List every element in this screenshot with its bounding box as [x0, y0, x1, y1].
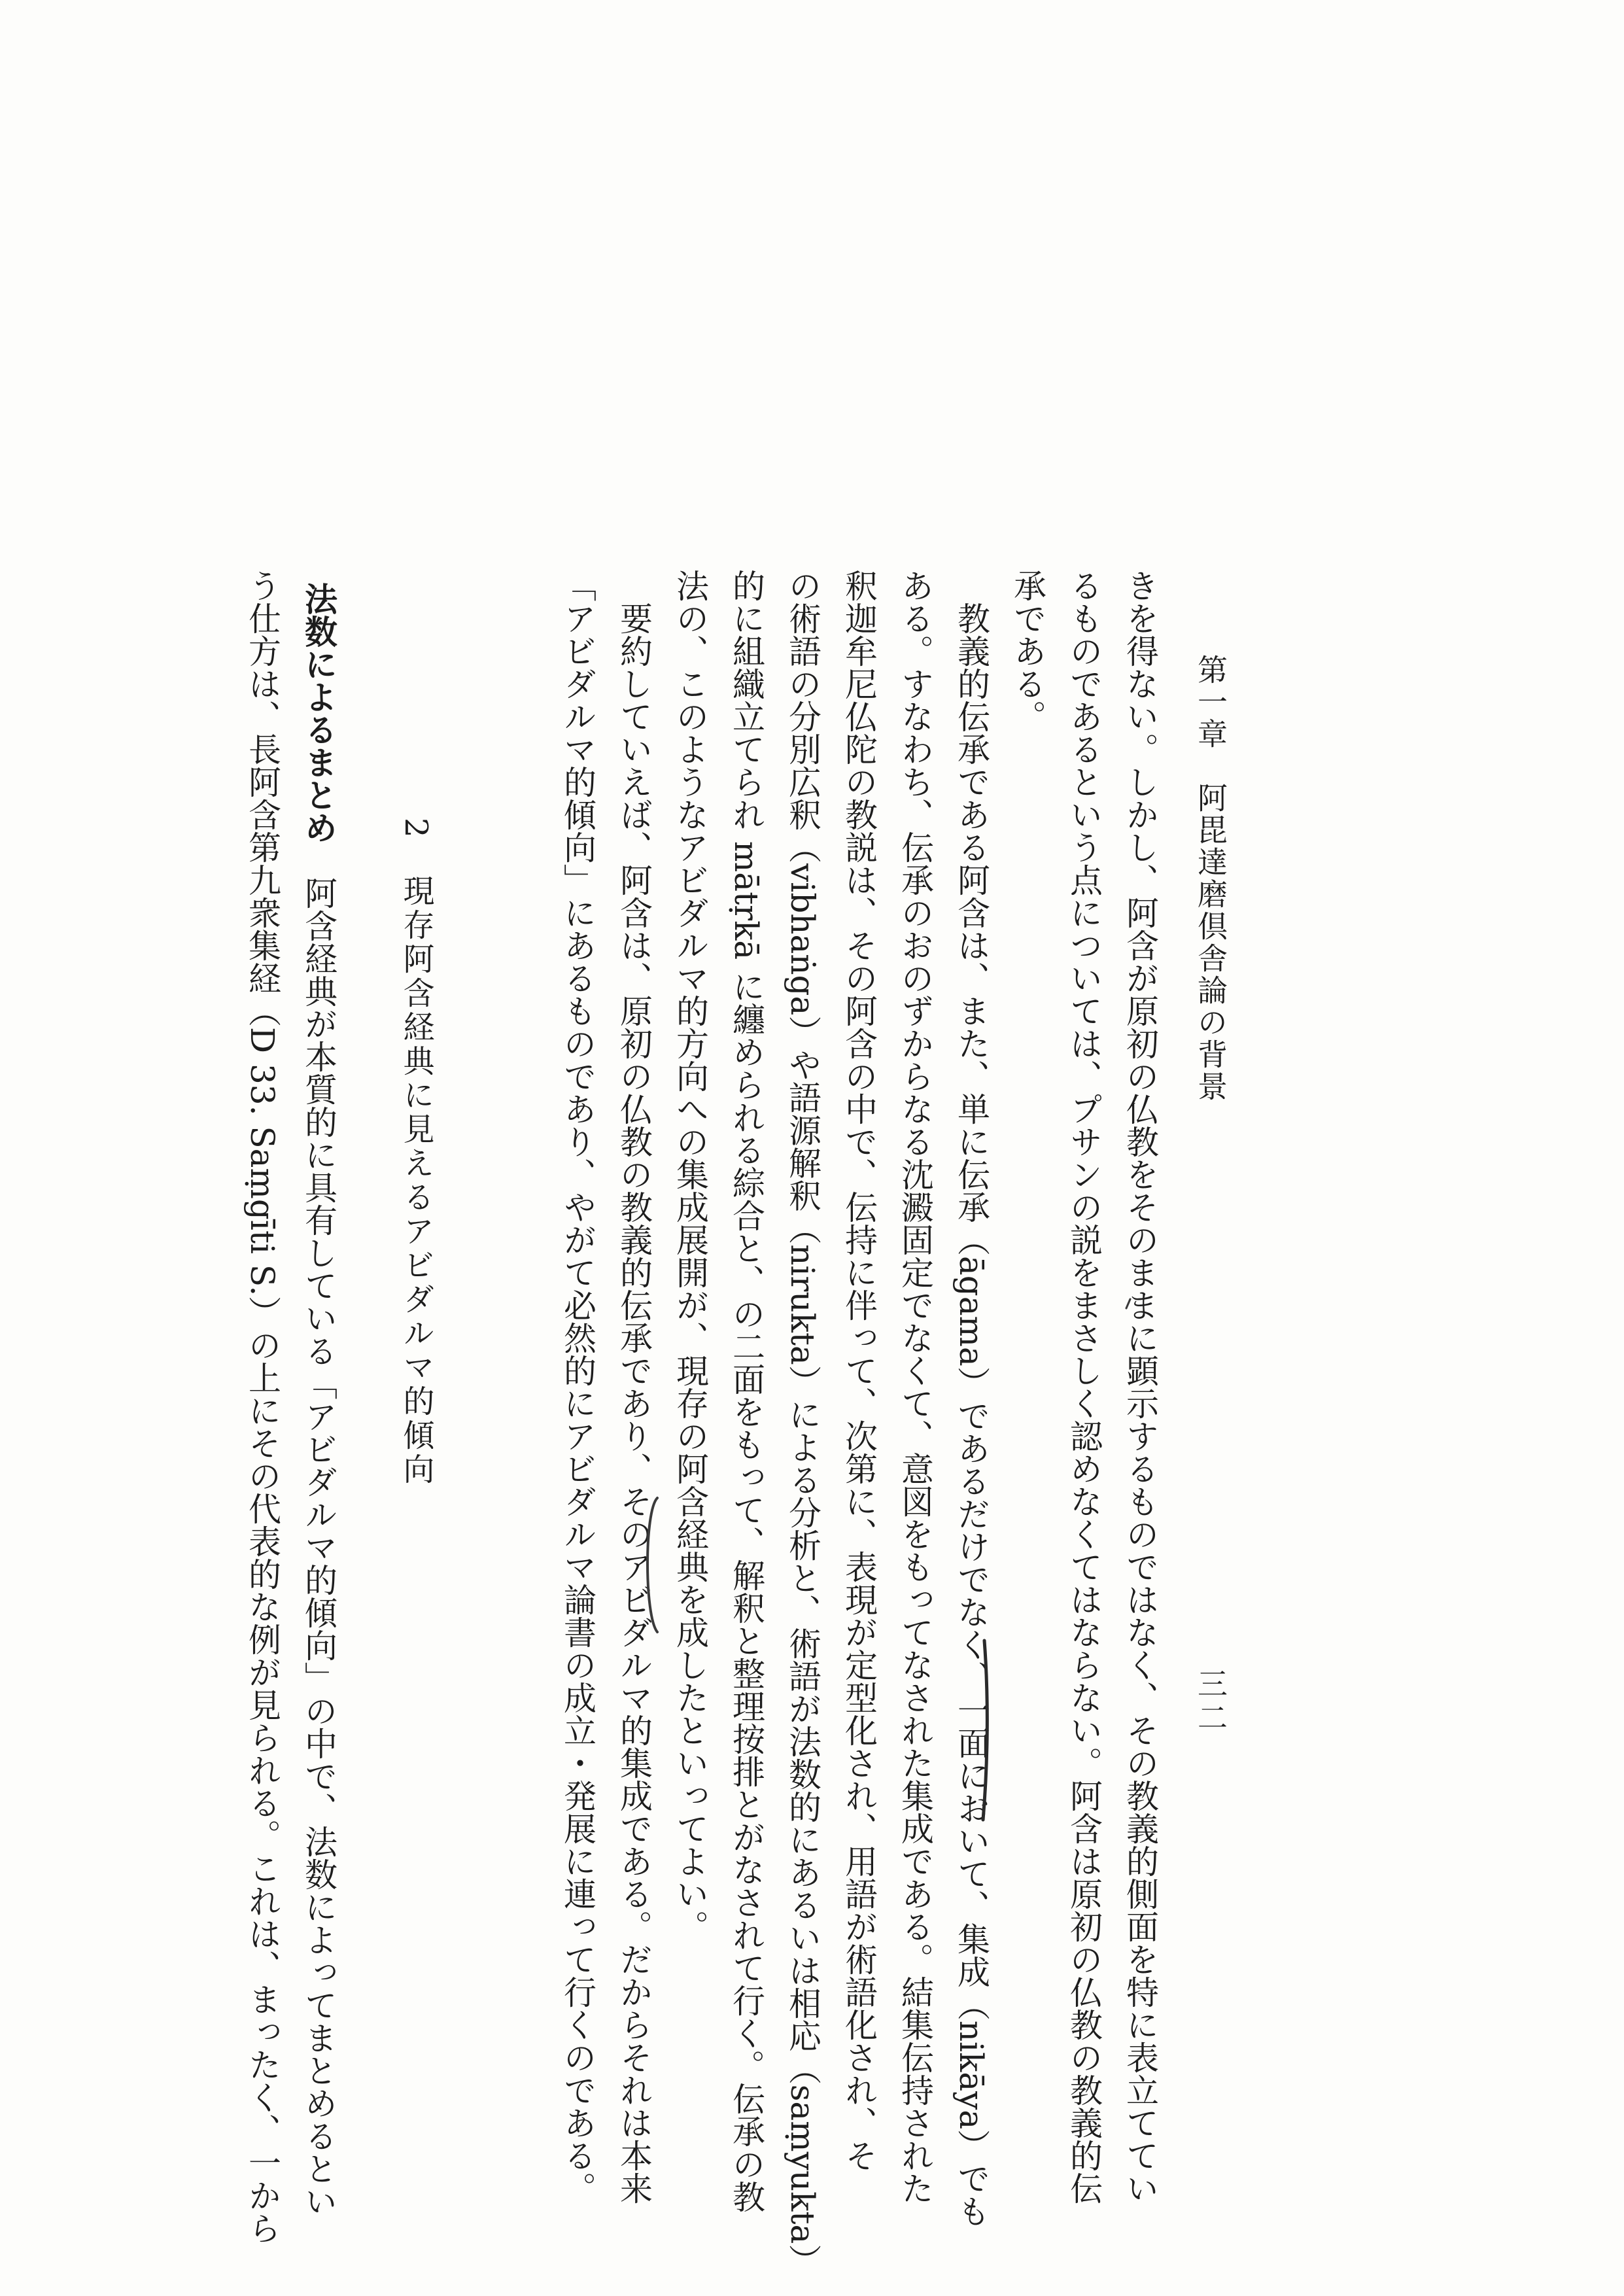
body-column-2: るものであるという点については、プサンの説をまさしく認めなくてはならない。阿含は原初の仏教の教義的伝: [1065, 569, 1103, 2204]
pencil-bracket-mark: [648, 1498, 657, 1632]
body-column-7: の術語の分別広釈（vibhaṅga）や語源解釈（nirukta）による分析と、術語が法数的にあるいは相応（saṃyukta）: [784, 569, 821, 2277]
body-column-10: 要約していえば、阿含は、原初の仏教の教義的伝承であり、そのアビダルマ的集成である。だからそれは本来: [615, 602, 653, 2204]
body-column-5: ある。すなわち、伝承のおのずからなる沈澱固定でなくて、意図をもってなされた集成である。結集伝持された: [896, 569, 934, 2204]
body-column-3: 承である。: [1009, 569, 1046, 733]
section-title: 現存阿含経典に見えるアビダルマ的傾向: [398, 874, 434, 1487]
pencil-tick-mark: [1126, 1299, 1130, 1308]
body-column-11: 「アビダルマ的傾向」にあるものであり、やがて必然的にアビダルマ論書の成立・発展に連って行くのである。: [559, 569, 596, 2204]
body-column-1: きを得ない。しかし、阿含が原初の仏教をそのままに顕示するものではなく、その教義的側面を特に表立ててい: [1121, 569, 1159, 2204]
pencil-line-mark: [983, 1641, 987, 1820]
page-number: 三二: [1193, 1668, 1228, 1736]
subsection-text-1: 阿含経典が本質的に具有している「アビダルマ的傾向」の中で、法数によってまとめるとい: [300, 877, 337, 2218]
body-column-4: 教義的伝承である阿含は、また、単に伝承（āgama）であるだけでなく、一面において、集成（nikāya）でも: [952, 602, 990, 2228]
runin-heading: 法数によるまとめ: [300, 582, 338, 844]
body-column-9: 法の、このようなアビダルマ的方向への集成展開が、現存の阿含経典を成したといってよい。: [671, 569, 709, 1943]
body-column-8: 的に組織立てられ mātṛkā に纏められる綜合と、の二面をもって、解釈と整理按排とがなされて行く。伝承の教: [727, 569, 765, 2214]
body-column-6: 釈迦牟尼仏陀の教説は、その阿含の中で、伝持に伴って、次第に、表現が定型化され、用語が術語化され、そ: [840, 569, 878, 2172]
chapter-header: 第一章 阿毘達磨倶舎論の背景: [1193, 654, 1228, 1103]
subsection-column-2: う仕方は、長阿含第九衆集経（D 33. Saṃgīti S.）の上にその代表的な例が見られる。これは、まったく、一から: [243, 569, 281, 2245]
section-number: 2: [398, 818, 434, 841]
